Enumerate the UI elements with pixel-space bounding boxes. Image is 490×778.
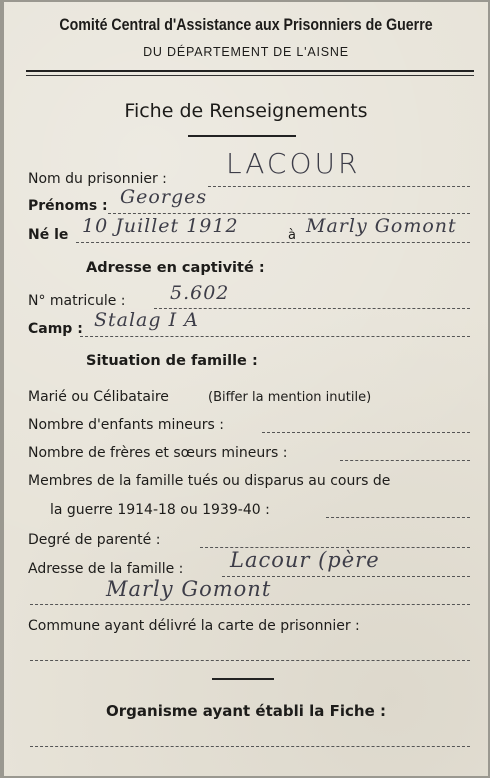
prenoms-line	[108, 213, 470, 214]
marie-note: (Biffer la mention inutile)	[208, 390, 372, 405]
nom-value: LACOUR	[226, 147, 361, 180]
department-heading: DU DÉPARTEMENT DE L'AISNE	[143, 45, 349, 59]
a-label: à	[288, 228, 296, 243]
record-card	[4, 2, 488, 776]
adresse-captivite-heading: Adresse en captivité :	[86, 260, 265, 276]
degre-label: Degré de parenté :	[28, 532, 161, 548]
adresse-famille-value-1: Lacour (père	[230, 548, 380, 572]
camp-line	[80, 336, 470, 337]
membres-label-1: Membres de la famille tués ou disparus au cours de	[28, 473, 391, 489]
section-divider	[212, 678, 274, 680]
camp-label: Camp :	[28, 321, 83, 337]
enfants-label: Nombre d'enfants mineurs :	[28, 417, 225, 433]
membres-line	[326, 517, 470, 518]
committee-heading: Comité Central d'Assistance aux Prisonniers de Guerre	[59, 16, 433, 34]
nom-label: Nom du prisonnier :	[28, 171, 167, 187]
situation-famille-heading: Situation de famille :	[86, 353, 258, 369]
adresse-famille-value-2: Marly Gomont	[106, 577, 272, 601]
adresse-famille-line-2	[30, 604, 470, 605]
title-underline	[188, 135, 296, 137]
marie-label: Marié ou Célibataire	[28, 389, 169, 405]
header-rule-thick	[26, 70, 474, 72]
organisme-line	[30, 746, 470, 747]
camp-value: Stalag I A	[94, 309, 199, 331]
prenoms-value: Georges	[120, 186, 208, 208]
ne-label: Né le	[28, 227, 69, 243]
ne-line	[76, 242, 470, 243]
lieu-value: Marly Gomont	[306, 215, 457, 237]
matricule-label: N° matricule :	[28, 293, 126, 309]
ne-value: 10 Juillet 1912	[82, 215, 239, 237]
freres-label: Nombre de frères et sœurs mineurs :	[28, 445, 288, 461]
header-rule-thin	[26, 75, 474, 76]
adresse-famille-label: Adresse de la famille :	[28, 561, 184, 577]
commune-line	[30, 660, 470, 661]
membres-label-2: la guerre 1914-18 ou 1939-40 :	[50, 502, 270, 518]
organisme-heading: Organisme ayant établi la Fiche :	[106, 702, 386, 720]
commune-label: Commune ayant délivré la carte de prisonnier :	[28, 618, 360, 634]
matricule-value: 5.602	[170, 282, 230, 304]
freres-line	[340, 460, 470, 461]
form-title: Fiche de Renseignements	[124, 100, 368, 122]
enfants-line	[262, 432, 470, 433]
nom-line	[208, 186, 470, 187]
matricule-line	[154, 308, 470, 309]
prenoms-label: Prénoms :	[28, 198, 108, 214]
